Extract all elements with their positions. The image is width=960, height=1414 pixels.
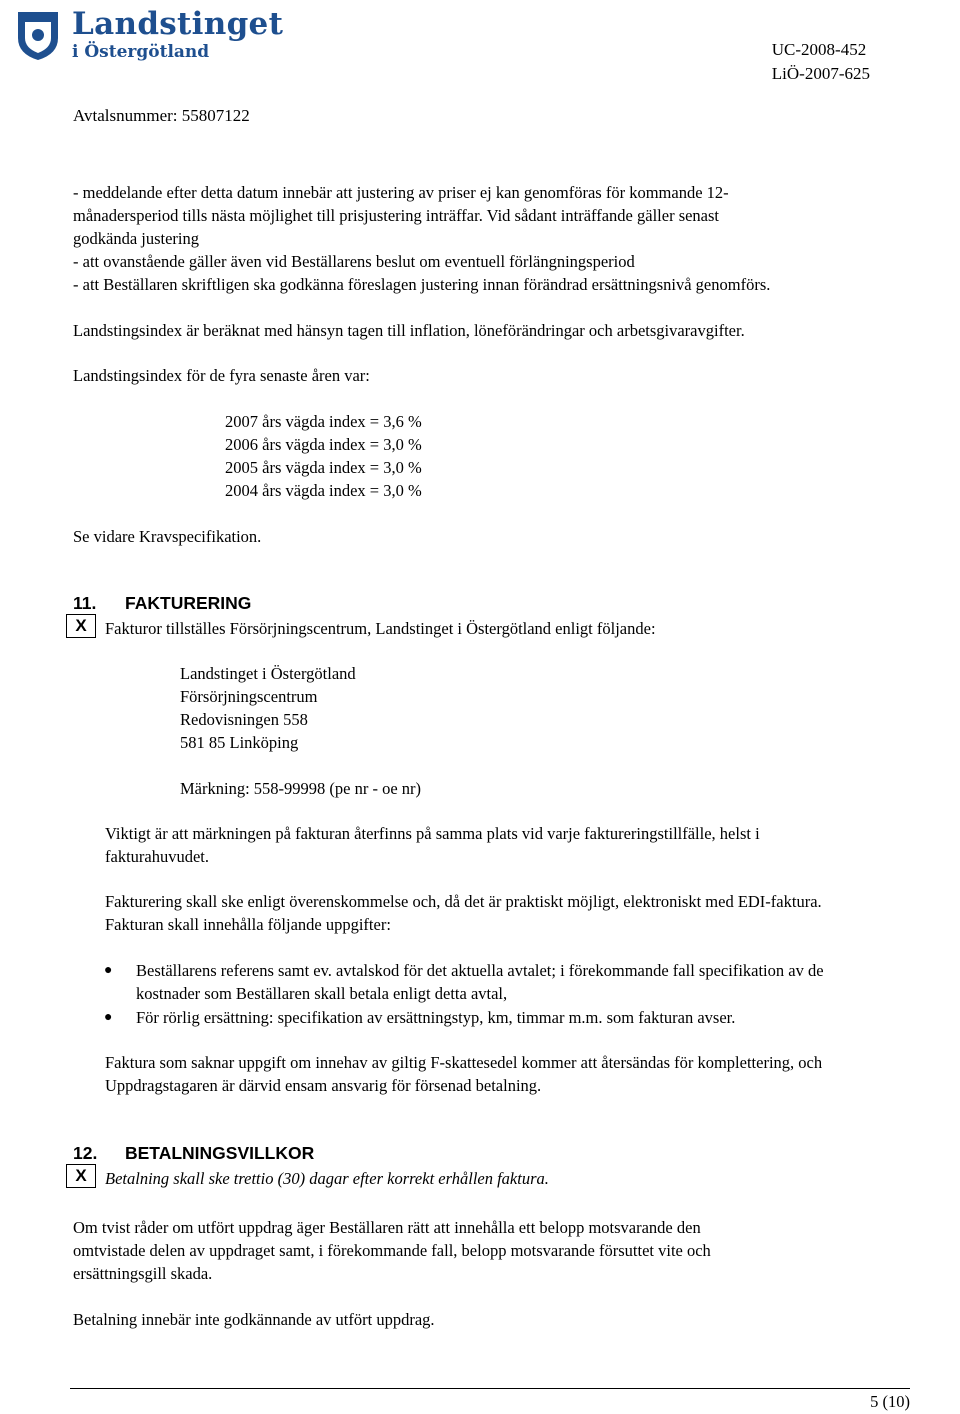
index-row: 2004 års vägda index = 3,0 % [225, 481, 422, 500]
dispute-line: omtvistade delen av uppdraget samt, i förekommande fall, belopp motsvarande försuttet vite och [73, 1241, 711, 1260]
dispute-line: ersättningsgill skada. [73, 1264, 213, 1283]
edi-line: Fakturan skall innehålla följande uppgifter: [105, 915, 391, 934]
address-line: Redovisningen 558 [180, 710, 308, 729]
bullet-text: Beställarens referens samt ev. avtalskod för det aktuella avtalet; i förekommande fall specifikation av de [136, 961, 824, 980]
bullet-icon: ● [104, 963, 113, 978]
address-line: Landstinget i Östergötland [180, 664, 356, 683]
bullet-icon: ● [104, 1010, 113, 1025]
checkbox-payment[interactable]: X [66, 1164, 96, 1188]
fskatt-line: Faktura som saknar uppgift om innehav av giltig F-skattesedel kommer att återsändas för komplettering, och [105, 1053, 823, 1072]
logo-text-line2: i Östergötland [72, 42, 210, 62]
intro-line: - att Beställaren skriftligen ska godkänna föreslagen justering innan förändrad ersättningsnivå genomförs. [73, 275, 771, 294]
index-row: 2005 års vägda index = 3,0 % [225, 458, 422, 477]
invoicing-lead: Fakturor tillställes Försörjningscentrum, Landstinget i Östergötland enligt följande: [105, 619, 656, 638]
section-heading-11 [73, 593, 251, 614]
important-line: Viktigt är att märkningen på fakturan återfinns på samma plats vid varje faktureringstillfälle, helst i [105, 824, 760, 843]
bullet-text: kostnader som Beställaren skall betala enligt detta avtal, [136, 984, 508, 1003]
address-line: 581 85 Linköping [180, 733, 299, 752]
landstinget-logo [12, 6, 283, 62]
intro-line: godkända justering [73, 229, 200, 248]
logo-text-line1: Landstinget [72, 6, 284, 42]
fskatt-line: Uppdragstagaren är därvid ensam ansvarig för försenad betalning. [105, 1076, 542, 1095]
index-description: Landstingsindex är beräknat med hänsyn tagen till inflation, löneförändringar och arbetsgivaravgifter. [73, 321, 745, 340]
section-heading-12 [73, 1143, 314, 1164]
dispute-line: Om tvist råder om utfört uppdrag äger Beställaren rätt att innehålla ett belopp motsvarande den [73, 1218, 701, 1237]
logo-emblem-icon [12, 8, 64, 62]
marking-line: Märkning: 558-99998 (pe nr - oe nr) [180, 779, 422, 798]
index-row: 2006 års vägda index = 3,0 % [225, 435, 422, 454]
edi-line: Fakturering skall ske enligt överenskommelse och, då det är praktiskt möjligt, elektroniskt med EDI-faktura. [105, 892, 822, 911]
page-number: 5 (10) [870, 1392, 910, 1411]
section-title: FAKTURERING [125, 593, 252, 613]
footer-divider [70, 1388, 910, 1389]
bullet-text: För rörlig ersättning: specifikation av ersättningstyp, km, timmar m.m. som fakturan avser. [136, 1008, 736, 1027]
section-number: 11. [73, 593, 97, 613]
approval-note: Betalning innebär inte godkännande av utfört uppdrag. [73, 1310, 435, 1329]
important-line: fakturahuvudet. [105, 847, 210, 866]
intro-line: månadersperiod tills nästa möjlighet till prisjustering inträffar. Vid sådant inträffande gäller senast [73, 206, 720, 225]
checkbox-invoicing[interactable]: X [66, 614, 96, 638]
intro-line: - meddelande efter detta datum innebär att justering av priser ej kan genomföras för kommande 12- [73, 183, 729, 202]
index-row: 2007 års vägda index = 3,6 % [225, 412, 422, 431]
contract-number: Avtalsnummer: 55807122 [73, 106, 250, 125]
document-references [772, 38, 870, 86]
address-line: Försörjningscentrum [180, 687, 318, 706]
index-intro: Landstingsindex för de fyra senaste åren var: [73, 366, 370, 385]
reference-lio: LiÖ-2007-625 [771, 64, 870, 83]
payment-lead: Betalning skall ske trettio (30) dagar efter korrekt erhållen faktura. [105, 1169, 549, 1188]
intro-line: - att ovanstående gäller även vid Beställarens beslut om eventuell förlängningsperiod [73, 252, 635, 271]
see-specification: Se vidare Kravspecifikation. [73, 527, 262, 546]
section-title: BETALNINGSVILLKOR [125, 1143, 315, 1163]
section-number: 12. [73, 1143, 98, 1163]
reference-uc: UC-2008-452 [771, 40, 867, 59]
